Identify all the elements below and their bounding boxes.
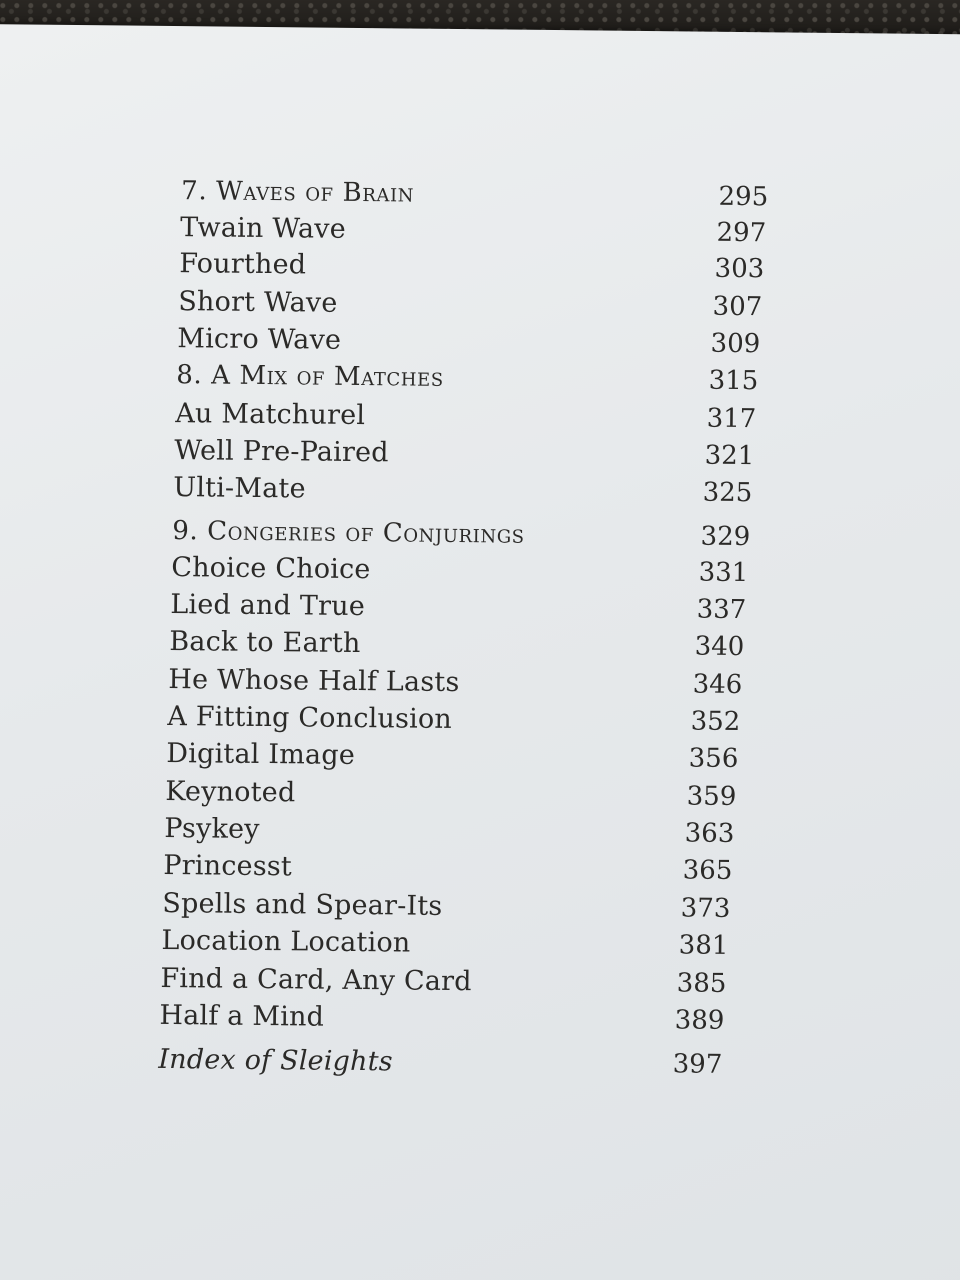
toc-entry-title: 9. Congeries of Conjurings — [172, 516, 525, 550]
toc-entry-title: Ulti-Mate — [173, 472, 306, 505]
toc-entry-page-number: 295 — [718, 181, 769, 213]
toc-entry-page-number: 307 — [712, 291, 763, 323]
toc-entry-page-number: 365 — [682, 855, 733, 886]
toc-entry-page-number: 329 — [700, 521, 751, 553]
toc-entry-page-number: 297 — [716, 217, 767, 249]
toc-entry-title: Fourthed — [179, 248, 307, 281]
toc-entry-title: Digital Image — [166, 737, 356, 771]
toc-entry-title: Index of Sleights — [158, 1043, 393, 1078]
toc-entry-title: Keynoted — [165, 775, 296, 809]
toc-entry-page-number: 385 — [676, 968, 727, 999]
toc-entry-title: Back to Earth — [169, 626, 361, 660]
toc-entry-page-number: 315 — [708, 365, 759, 397]
toc-entry-page-number: 340 — [694, 631, 745, 663]
toc-entry-page-number: 363 — [684, 818, 735, 849]
table-of-contents — [0, 24, 960, 1280]
toc-entry-title: Half a Mind — [159, 999, 325, 1033]
book-page — [0, 24, 960, 1280]
toc-entry-page-number: 346 — [692, 669, 743, 701]
toc-entry-page-number: 303 — [714, 253, 765, 285]
toc-entry-page-number: 309 — [710, 328, 761, 360]
toc-entry-title: A Fitting Conclusion — [167, 701, 453, 735]
toc-entry-title: Twain Wave — [180, 212, 347, 245]
toc-entry-page-number: 389 — [674, 1005, 725, 1036]
toc-entry-title: 8. A Mix of Matches — [176, 360, 444, 393]
toc-entry-title: Psykey — [164, 812, 260, 845]
toc-entry-title: Choice Choice — [171, 552, 371, 586]
toc-entry-title: Spells and Spear-Its — [162, 887, 443, 922]
toc-entry-page-number: 325 — [702, 477, 753, 509]
toc-entry-title: Lied and True — [170, 589, 366, 623]
toc-entry-title: Micro Wave — [177, 323, 342, 356]
toc-entry-page-number: 337 — [696, 594, 747, 626]
toc-entry-title: Location Location — [161, 924, 411, 959]
toc-entry-title: Find a Card, Any Card — [160, 962, 472, 998]
toc-entry-title: 7. Waves of Brain — [181, 176, 415, 209]
toc-entry-title: Au Matchurel — [175, 398, 366, 432]
toc-entry-page-number: 331 — [698, 557, 749, 589]
toc-entry-title: He Whose Half Lasts — [168, 664, 460, 699]
toc-entry-page-number: 321 — [704, 440, 755, 472]
toc-entry-title: Well Pre-Paired — [174, 435, 389, 469]
toc-entry-page-number: 356 — [688, 743, 739, 774]
toc-entry-page-number: 317 — [706, 403, 757, 435]
toc-entry-page-number: 373 — [680, 893, 731, 924]
toc-entry-page-number: 381 — [678, 930, 729, 961]
toc-entry-page-number: 352 — [690, 706, 741, 737]
toc-entry-page-number: 397 — [672, 1049, 723, 1080]
toc-entry-title: Princesst — [163, 849, 293, 883]
toc-entry-page-number: 359 — [686, 781, 737, 812]
toc-entry-title: Short Wave — [178, 286, 338, 319]
toc-index-row — [0, 1042, 960, 1089]
